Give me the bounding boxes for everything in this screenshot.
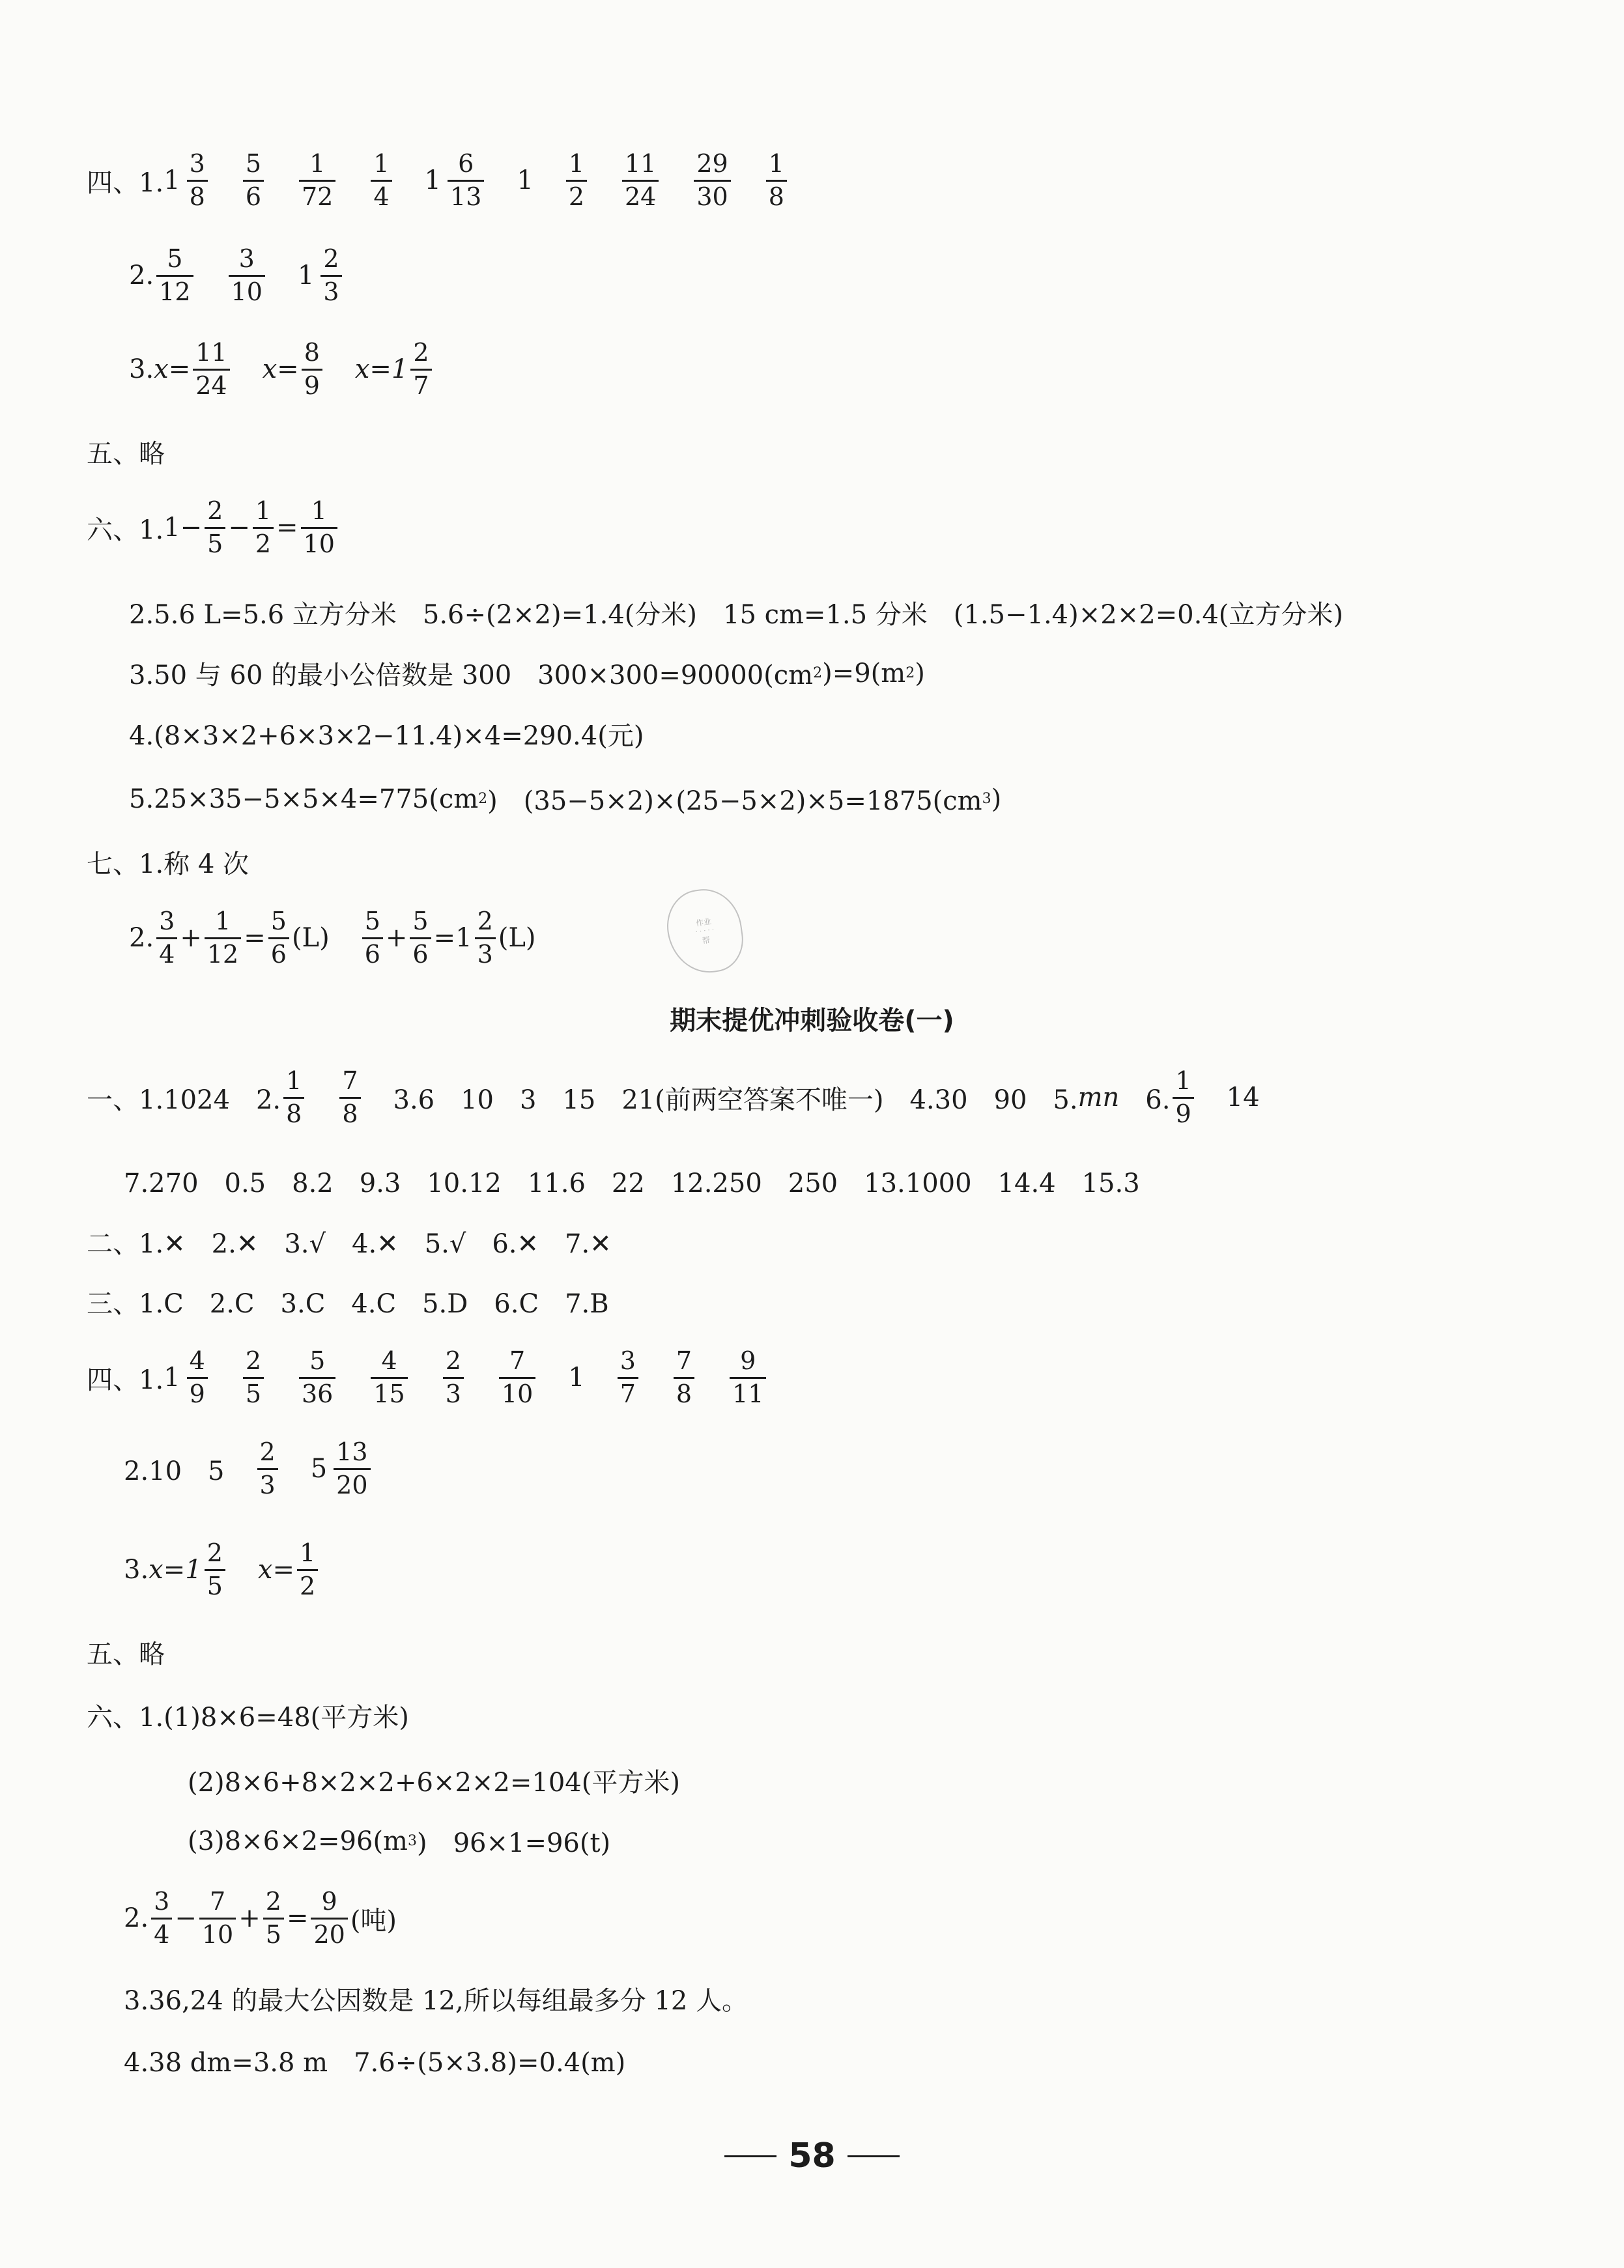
s1-line-6-3: 3.50 与 60 的最小公倍数是 300 300×300=90000(cm 2 )=9(m 2 ) [129, 658, 925, 690]
fraction: $\frac{1}{2}$ [297, 1540, 318, 1600]
stamp-logo: 作业 · · · · · 帮 [662, 885, 748, 978]
item-label: 3. [129, 354, 154, 385]
fraction: $\frac{13}{20}$ [334, 1439, 370, 1499]
section-title: 期末提优冲刺验收卷(一) [670, 1006, 954, 1036]
fraction: $\frac{2}{5}$ [205, 498, 225, 558]
s1-line-4-2 [129, 246, 345, 305]
fraction: $\frac{4}{15}$ [371, 1348, 407, 1408]
s1-line-6-5: 5.25×35−5×5×4=775(cm 2 ) (35−5×2)×(25−5×2)×5=1875(cm 3 ) [129, 784, 1002, 816]
fraction: $\frac{7}{8}$ [339, 1068, 360, 1127]
fraction: $\frac{1}{72}$ [299, 151, 335, 210]
fraction: $\frac{7}{8}$ [674, 1348, 694, 1408]
fraction: $\frac{1}{12}$ [205, 909, 241, 968]
fraction: $\frac{5}{12}$ [156, 246, 193, 305]
fraction: $\frac{3}{10}$ [229, 246, 265, 305]
number: 1 [517, 165, 534, 196]
fraction: $\frac{6}{13}$ [448, 151, 484, 210]
s2-line-5: 五、略 [87, 1639, 165, 1669]
fraction: $\frac{1}{4}$ [371, 151, 392, 210]
fraction: $\frac{1}{10}$ [301, 498, 337, 558]
s2-line-4-2: 2.10 5 $\frac{2}{3}$ 5 $\frac{13}{20}$ [124, 1439, 373, 1499]
equation-text: x= [154, 354, 191, 385]
item-label: 2. [124, 1903, 149, 1934]
item-label: 2.10 5 [124, 1456, 225, 1486]
fraction: $\frac{9}{11}$ [730, 1348, 766, 1408]
item-label: 六、1. [87, 515, 164, 545]
fraction: $\frac{11}{24}$ [622, 151, 659, 210]
fraction: $\frac{2}{5}$ [263, 1889, 284, 1948]
fraction: $\frac{5}{36}$ [299, 1348, 335, 1408]
fraction: $\frac{3}{8}$ [187, 151, 208, 210]
fraction: $\frac{1}{2}$ [253, 498, 274, 558]
s1-line-5: 五、略 [87, 439, 165, 469]
s2-line-4-3: 3. x=1 $\frac{2}{5}$ x= $\frac{1}{2}$ [124, 1540, 321, 1600]
fraction: $\frac{2}{3}$ [443, 1348, 464, 1408]
s2-line-6-1: 六、1.(1)8×6=48(平方米) [87, 1703, 409, 1733]
s2-line-1-1: 一、1.1024 2. $\frac{1}{8}$ $\frac{7}{8}$ 3.6 10 3 15 21(前两空答案不唯一) 4.30 90 5. mn 6. $\frac{1}{9}$ 14 [87, 1066, 1260, 1128]
s2-line-6-3: (3)8×6×2=96(m 3 ) 96×1=96(t) [188, 1826, 611, 1858]
s1-line-4-1 [87, 151, 790, 210]
item-label: 3. [124, 1555, 149, 1585]
fraction: $\frac{5}{6}$ [268, 909, 289, 968]
fraction: $\frac{5}{6}$ [362, 909, 383, 968]
fraction: $\frac{7}{10}$ [499, 1348, 535, 1408]
item-label: 四、1. [87, 167, 164, 198]
fraction: $\frac{11}{24}$ [193, 340, 229, 399]
page-number [0, 2136, 1624, 2176]
whole-number: 1 [164, 165, 180, 196]
fraction: $\frac{1}{8}$ [283, 1068, 304, 1127]
fraction: $\frac{9}{20}$ [311, 1889, 347, 1948]
item-label: 2. [129, 261, 154, 291]
s2-line-6-6: 4.38 dm=3.8 m 7.6÷(5×3.8)=0.4(m) [124, 2048, 626, 2078]
fraction: $\frac{29}{30}$ [694, 151, 730, 210]
fraction: $\frac{2}{3}$ [475, 909, 496, 968]
s2-line-2: 二、1.✕ 2.✕ 3.√ 4.✕ 5.√ 6.✕ 7.✕ [87, 1229, 612, 1259]
s1-line-7-1: 七、1.称 4 次 [87, 849, 249, 879]
s2-line-6-5: 3.36,24 的最大公因数是 12,所以每组最多分 12 人。 [124, 1986, 748, 2016]
s1-line-7-2: 2. $\frac{3}{4}$ + $\frac{1}{12}$ = $\frac{5}{6}$ (L) $\frac{5}{6}$ + $\frac{5}{6}$ =1 $\frac{2}{3}$ (L) [129, 907, 536, 969]
s1-line-6-4: 4.(8×3×2+6×3×2−11.4)×4=290.4(元) [129, 721, 644, 751]
dash-left [724, 2155, 776, 2157]
fraction: $\frac{3}{4}$ [156, 909, 177, 968]
fraction: $\frac{1}{9}$ [1173, 1068, 1193, 1127]
item-label: 2. [129, 923, 154, 954]
fraction: $\frac{2}{3}$ [321, 246, 341, 305]
dash-right [848, 2155, 900, 2157]
fraction: $\frac{2}{7}$ [410, 340, 431, 399]
s2-line-3: 三、1.C 2.C 3.C 4.C 5.D 6.C 7.B [87, 1289, 609, 1319]
s2-line-1-2: 7.270 0.5 8.2 9.3 10.12 11.6 22 12.250 250 13.1000 14.4 15.3 [124, 1169, 1140, 1198]
s2-line-6-2: (2)8×6+8×2×2+6×2×2=104(平方米) [188, 1768, 680, 1798]
page-number-text: 58 [788, 2136, 836, 2176]
s2-line-4-1: 四、1. 1 $\frac{4}{9}$ $\frac{2}{5}$ $\frac{5}{36}$ $\frac{4}{15}$ $\frac{2}{3}$ $\frac{7}{10}$ 1 $\frac{3}{7}$ $\frac{7}{8}$ $\frac{9}{11}$ [87, 1348, 769, 1408]
fraction: $\frac{3}{4}$ [151, 1889, 172, 1948]
s1-line-6-1: 六、1. 1− $\frac{2}{5}$ − $\frac{1}{2}$ = $\frac{1}{10}$ [87, 498, 340, 558]
item-label: 一、1.1024 2. [87, 1084, 281, 1115]
fraction: $\frac{4}{9}$ [187, 1348, 208, 1408]
equation-text: x=1 [354, 354, 408, 385]
fraction: $\frac{1}{2}$ [566, 151, 587, 210]
equation-text: x= [262, 354, 299, 385]
item-label: 四、1. [87, 1365, 164, 1395]
fraction: $\frac{2}{3}$ [257, 1439, 278, 1499]
fraction: $\frac{2}{5}$ [205, 1540, 225, 1600]
fraction: $\frac{3}{7}$ [618, 1348, 638, 1408]
fraction: $\frac{8}{9}$ [302, 340, 322, 399]
fraction: $\frac{2}{5}$ [243, 1348, 264, 1408]
fraction: $\frac{7}{10}$ [199, 1889, 236, 1948]
s1-line-4-3 [129, 340, 434, 399]
whole-number: 1 [424, 165, 441, 196]
whole-number: 1 [297, 261, 315, 291]
s2-line-6-4: 2. $\frac{3}{4}$ − $\frac{7}{10}$ + $\frac{2}{5}$ = $\frac{9}{20}$ (吨) [124, 1887, 397, 1949]
fraction: $\frac{1}{8}$ [766, 151, 787, 210]
s1-line-6-2: 2.5.6 L=5.6 立方分米 5.6÷(2×2)=1.4(分米) 15 cm=1.5 分米 (1.5−1.4)×2×2=0.4(立方分米) [129, 600, 1344, 630]
fraction: $\frac{5}{6}$ [243, 151, 264, 210]
fraction: $\frac{5}{6}$ [410, 909, 431, 968]
